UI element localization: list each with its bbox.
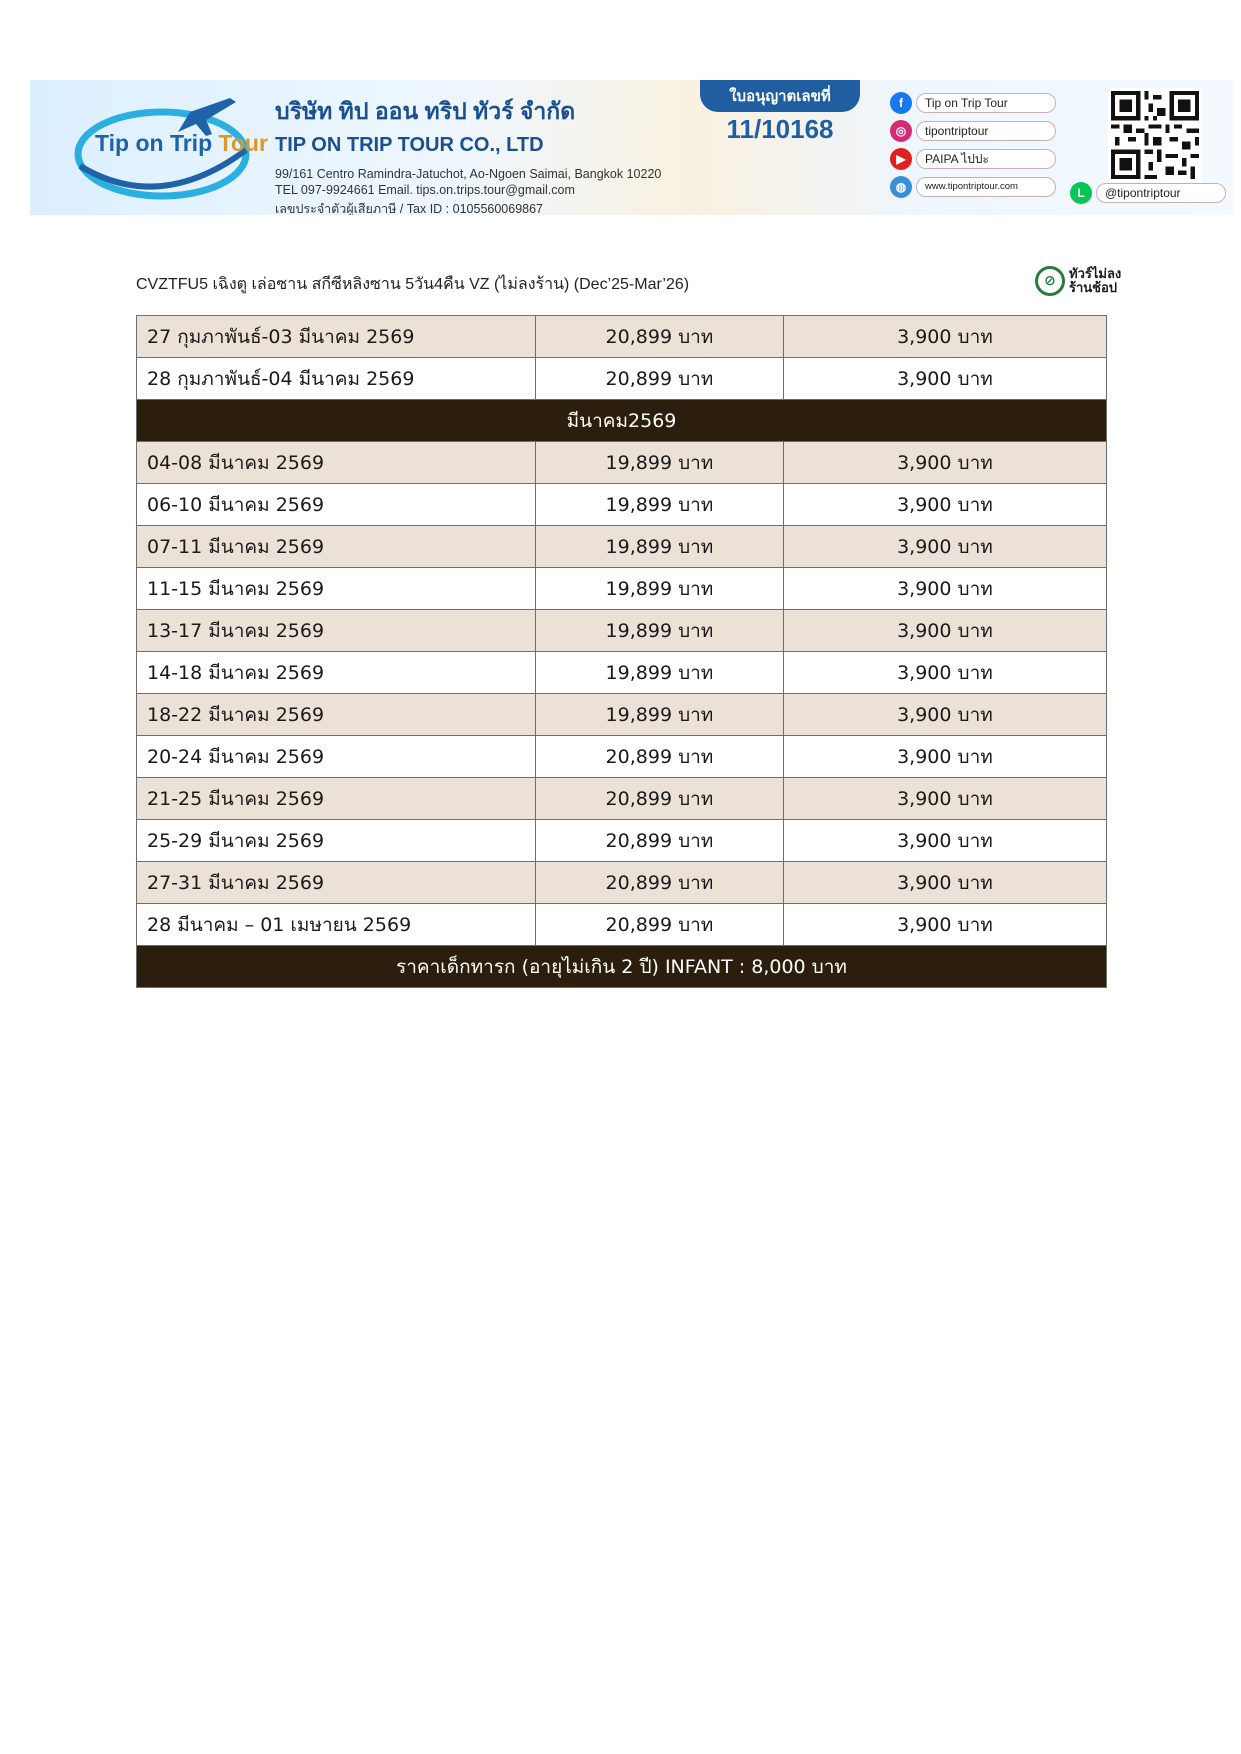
table-row: [137, 652, 1107, 694]
adult-price-cell: 20,899 บาท: [535, 862, 783, 904]
social-label: www.tipontriptour.com: [916, 177, 1056, 197]
travel-date-cell: 27-31 มีนาคม 2569: [137, 862, 536, 904]
single-supplement-cell: 3,900 บาท: [783, 316, 1106, 358]
table-row: [137, 610, 1107, 652]
table-row: [137, 316, 1107, 358]
youtube-icon: ▶: [890, 148, 912, 170]
company-address: 99/161 Centro Ramindra-Jatuchot, Ao-Ngoen Saimai, Bangkok 10220: [275, 167, 662, 181]
tour-price-table: [136, 315, 1107, 988]
adult-price-cell: 20,899 บาท: [535, 820, 783, 862]
single-supplement-cell: 3,900 บาท: [783, 442, 1106, 484]
adult-price-cell: 19,899 บาท: [535, 484, 783, 526]
table-row: [137, 694, 1107, 736]
social-instagram[interactable]: [890, 120, 1056, 142]
line-icon: L: [1070, 182, 1092, 204]
section-band-row: [137, 946, 1107, 988]
travel-date-cell: 07-11 มีนาคม 2569: [137, 526, 536, 568]
adult-price-cell: 19,899 บาท: [535, 442, 783, 484]
company-banner: [30, 80, 1233, 215]
table-row: [137, 778, 1107, 820]
single-supplement-cell: 3,900 บาท: [783, 736, 1106, 778]
adult-price-cell: 20,899 บาท: [535, 736, 783, 778]
logo-text: Tip on Trip Tour: [95, 130, 268, 156]
travel-date-cell: 11-15 มีนาคม 2569: [137, 568, 536, 610]
travel-date-cell: 28 มีนาคม – 01 เมษายน 2569: [137, 904, 536, 946]
no-shopping-icon: ⊘: [1035, 266, 1065, 296]
web-icon: ◍: [890, 176, 912, 198]
single-supplement-cell: 3,900 บาท: [783, 568, 1106, 610]
no-shopping-badge: [1035, 266, 1121, 296]
single-supplement-cell: 3,900 บาท: [783, 652, 1106, 694]
social-facebook[interactable]: [890, 92, 1056, 114]
facebook-icon: f: [890, 92, 912, 114]
table-row: [137, 862, 1107, 904]
license-block: [700, 80, 860, 144]
section-band-label: ราคาเด็กทารก (อายุไม่เกิน 2 ปี) INFANT : 8,000 บาท: [137, 946, 1107, 988]
company-tax-id: เลขประจำตัวผู้เสียภาษี / Tax ID : 0105560069867: [275, 202, 544, 215]
social-website[interactable]: [890, 176, 1056, 198]
adult-price-cell: 19,899 บาท: [535, 610, 783, 652]
instagram-icon: ◎: [890, 120, 912, 142]
section-band-row: [137, 400, 1107, 442]
adult-price-cell: 19,899 บาท: [535, 568, 783, 610]
section-band-label: มีนาคม2569: [137, 400, 1107, 442]
table-row: [137, 820, 1107, 862]
table-row: [137, 484, 1107, 526]
adult-price-cell: 19,899 บาท: [535, 652, 783, 694]
travel-date-cell: 25-29 มีนาคม 2569: [137, 820, 536, 862]
travel-date-cell: 13-17 มีนาคม 2569: [137, 610, 536, 652]
adult-price-cell: 20,899 บาท: [535, 358, 783, 400]
travel-date-cell: 06-10 มีนาคม 2569: [137, 484, 536, 526]
single-supplement-cell: 3,900 บาท: [783, 610, 1106, 652]
table-row: [137, 526, 1107, 568]
table-row: [137, 442, 1107, 484]
social-links: [890, 92, 1056, 204]
license-label: ใบอนุญาตเลขที่: [700, 80, 860, 112]
travel-date-cell: 18-22 มีนาคม 2569: [137, 694, 536, 736]
travel-date-cell: 21-25 มีนาคม 2569: [137, 778, 536, 820]
table-row: [137, 904, 1107, 946]
single-supplement-cell: 3,900 บาท: [783, 526, 1106, 568]
single-supplement-cell: 3,900 บาท: [783, 694, 1106, 736]
single-supplement-cell: 3,900 บาท: [783, 862, 1106, 904]
travel-date-cell: 27 กุมภาพันธ์-03 มีนาคม 2569: [137, 316, 536, 358]
single-supplement-cell: 3,900 บาท: [783, 778, 1106, 820]
social-label: tipontriptour: [916, 121, 1056, 141]
social-label: @tipontriptour: [1096, 183, 1226, 203]
travel-date-cell: 28 กุมภาพันธ์-04 มีนาคม 2569: [137, 358, 536, 400]
adult-price-cell: 20,899 บาท: [535, 778, 783, 820]
qr-code-icon: [1108, 88, 1202, 182]
social-label: Tip on Trip Tour: [916, 93, 1056, 113]
single-supplement-cell: 3,900 บาท: [783, 904, 1106, 946]
company-contact: TEL 097-9924661 Email. tips.on.trips.tour@gmail.com: [275, 183, 575, 197]
travel-date-cell: 20-24 มีนาคม 2569: [137, 736, 536, 778]
table-row: [137, 358, 1107, 400]
single-supplement-cell: 3,900 บาท: [783, 358, 1106, 400]
no-shopping-text: ทัวร์ไม่ลง ร้านช้อป: [1069, 266, 1122, 295]
adult-price-cell: 20,899 บาท: [535, 904, 783, 946]
table-row: [137, 568, 1107, 610]
single-supplement-cell: 3,900 บาท: [783, 820, 1106, 862]
social-line[interactable]: [1070, 182, 1226, 204]
company-name-eng: TIP ON TRIP TOUR CO., LTD: [275, 134, 544, 156]
travel-date-cell: 14-18 มีนาคม 2569: [137, 652, 536, 694]
company-name-thai: บริษัท ทิป ออน ทริป ทัวร์ จำกัด: [275, 98, 576, 124]
social-youtube[interactable]: [890, 148, 1056, 170]
tour-program-title: CVZTFU5 เฉิงตู เล่อซาน สกีซีหลิงซาน 5วัน4คืน VZ (ไม่ลงร้าน) (Dec’25-Mar’26): [136, 276, 690, 293]
table-row: [137, 736, 1107, 778]
adult-price-cell: 19,899 บาท: [535, 694, 783, 736]
travel-date-cell: 04-08 มีนาคม 2569: [137, 442, 536, 484]
license-number: 11/10168: [726, 114, 834, 144]
single-supplement-cell: 3,900 บาท: [783, 484, 1106, 526]
company-info: [275, 94, 661, 215]
adult-price-cell: 20,899 บาท: [535, 316, 783, 358]
adult-price-cell: 19,899 บาท: [535, 526, 783, 568]
social-label: PAIPA ไปปะ: [916, 149, 1056, 169]
